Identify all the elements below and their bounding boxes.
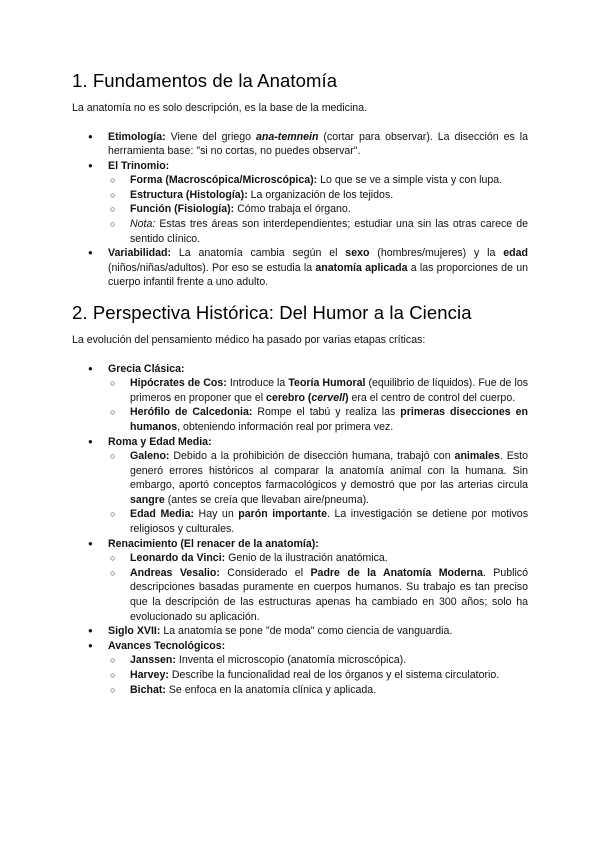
list-item-harvey: ○ Harvey: Describe la funcionalidad real de los órganos y el sistema circulatorio.: [108, 668, 528, 683]
list-item-leonardo: ○ Leonardo da Vinci: Genio de la ilustración anatómica.: [108, 551, 528, 566]
list-item-hipocrates: ○ Hipócrates de Cos: Introduce la Teoría Humoral (equilibrio de líquidos). Fue de los primeros en proponer que el cerebro (cervell) era el centro de control del cuerpo.: [108, 376, 528, 405]
list-item-galeno: ○ Galeno: Debido a la prohibición de disección humana, trabajó con animales. Esto generó errores históricos al comparar la anatomía animal con la humana. Sin embargo, aportó conceptos farmacológicos y demostró que por las arterias circula sangre (antes se creía que llevaban aire/pneuma).: [108, 449, 528, 507]
list-item-etimologia: ● Etimología: Viene del griego ana-temnein (cortar para observar). La disección es la herramienta base: "si no cortas, no puedes observar".: [72, 130, 528, 159]
list-item-estructura: ○ Estructura (Histología): La organización de los tejidos.: [108, 188, 528, 203]
list-item-grecia: ● Grecia Clásica: ○ Hipócrates de Cos: Introduce la Teoría Humoral (equilibrio de líquidos). Fue de los primeros en proponer que el cerebro (cervell) era el centro de control del cuerpo. ○ Herófilo de Calcedonia: Rompe el tabú y realiza las primeras disecciones en humanos, obteniendo información real por primera vez.: [72, 362, 528, 435]
list-item-trinomio: ● El Trinomio: ○ Forma (Macroscópica/Microscópica): Lo que se ve a simple vista y con lupa. ○ Estructura (Histología): La organización de los tejidos. ○ Función (Fisiología): Cómo trabaja el órgano. ○ Nota: Estas tres áreas son interdependientes; estudiar una sin las otras carece de sentido clínico.: [72, 159, 528, 247]
list-item-nota: ○ Nota: Estas tres áreas son interdependientes; estudiar una sin las otras carece de sentido clínico.: [108, 217, 528, 246]
trinomio-sublist: [108, 173, 528, 246]
list-item-janssen: ○ Janssen: Inventa el microscopio (anatomía microscópica).: [108, 653, 528, 668]
list-item-avances: ● Avances Tecnológicos: ○ Janssen: Inventa el microscopio (anatomía microscópica). ○ Harvey: Describe la funcionalidad real de los órganos y el sistema circulatorio. ○ Bichat: Se enfoca en la anatomía clínica y aplicada.: [72, 639, 528, 697]
list-item-herofilo: ○ Herófilo de Calcedonia: Rompe el tabú y realiza las primeras disecciones en humanos, obteniendo información real por primera vez.: [108, 405, 528, 434]
list-item-variabilidad: ● Variabilidad: La anatomía cambia según el sexo (hombres/mujeres) y la edad (niños/niñas/adultos). Por eso se estudia la anatomía aplicada a las proporciones de un cuerpo infantil frente a uno adulto.: [72, 246, 528, 290]
list-item-funcion: ○ Función (Fisiología): Cómo trabaja el órgano.: [108, 202, 528, 217]
renacimiento-sublist: [108, 551, 528, 624]
section-1-title: 1. Fundamentos de la Anatomía: [72, 70, 338, 91]
list-item-forma: ○ Forma (Macroscópica/Microscópica): Lo que se ve a simple vista y con lupa.: [108, 173, 528, 188]
section-1-intro: La anatomía no es solo descripción, es la base de la medicina.: [72, 102, 368, 114]
list-item-edad-media: ○ Edad Media: Hay un parón importante. La investigación se detiene por motivos religiosos y culturales.: [108, 507, 528, 536]
list-item-roma: ● Roma y Edad Media: ○ Galeno: Debido a la prohibición de disección humana, trabajó con animales. Esto generó errores históricos al comparar la anatomía animal con la humana. Sin embargo, aportó conceptos farmacológicos y demostró que por las arterias circula sangre (antes se creía que llevaban aire/pneuma). ○ Edad Media: Hay un parón importante. La investigación se detiene por motivos religiosos y culturales.: [72, 435, 528, 537]
list-item-renacimiento: ● Renacimiento (El renacer de la anatomía): ○ Leonardo da Vinci: Genio de la ilustración anatómica. ○ Andreas Vesalio: Considerado el Padre de la Anatomía Moderna. Publicó descripciones basadas puramente en cuerpos humanos. Su trabajo es tan preciso que la descripción de las estructuras apenas ha cambiado en 300 años; solo ha evolucionado su aplicación.: [72, 537, 528, 625]
section-1-list: [72, 130, 528, 291]
roma-sublist: [108, 449, 528, 537]
section-2-list: [72, 362, 528, 698]
grecia-sublist: [108, 376, 528, 434]
list-item-bichat: ○ Bichat: Se enfoca en la anatomía clínica y aplicada.: [108, 683, 528, 698]
avances-sublist: [108, 653, 528, 697]
list-item-siglo-xvii: ● Siglo XVII: La anatomía se pone "de moda" como ciencia de vanguardia.: [72, 624, 528, 639]
section-2-intro: La evolución del pensamiento médico ha pasado por varias etapas críticas:: [72, 334, 426, 347]
section-2-title: 2. Perspectiva Histórica: Del Humor a la Ciencia: [72, 302, 472, 324]
list-item-vesalio: ○ Andreas Vesalio: Considerado el Padre de la Anatomía Moderna. Publicó descripciones basadas puramente en cuerpos humanos. Su trabajo es tan preciso que la descripción de las estructuras apenas ha cambiado en 300 años; solo ha evolucionado su aplicación.: [108, 566, 528, 624]
